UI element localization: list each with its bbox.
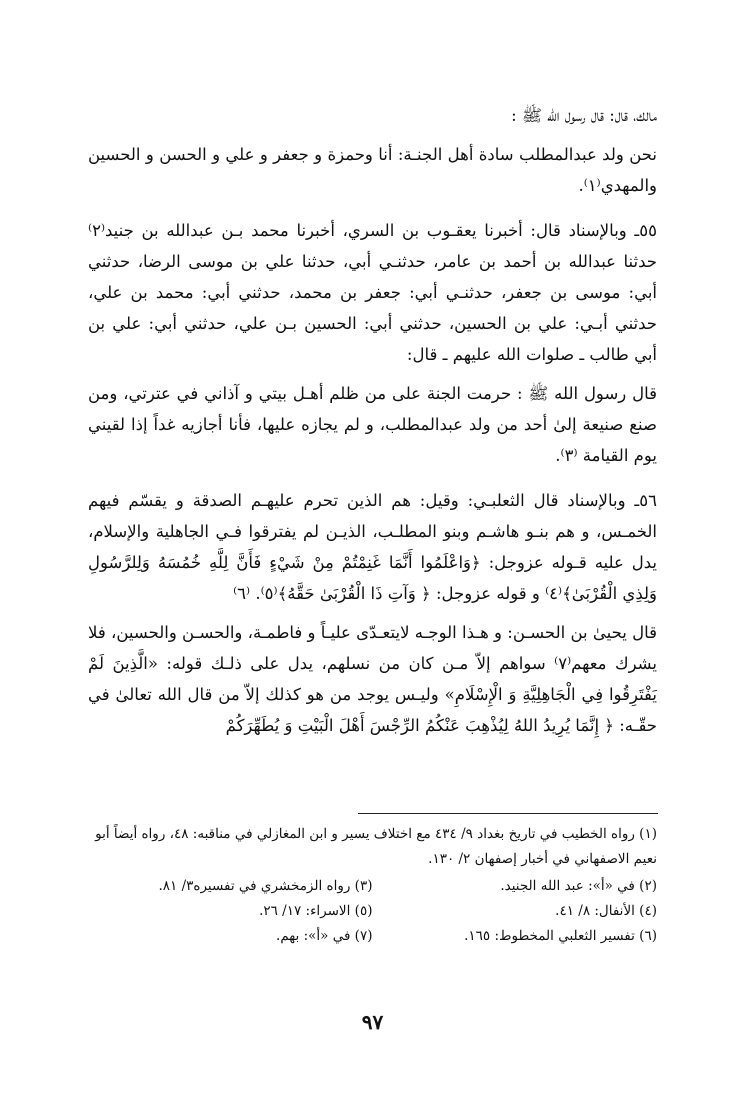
footnote-row-3: [88, 924, 657, 949]
main-text: [88, 100, 657, 741]
footnote-5: (٥) الاسراء: ١٧/ ٢٦.: [259, 903, 373, 919]
footnote-6: (٦) تفسير الثعلبي المخطوط: ١٦٥.: [464, 928, 657, 944]
intro-line: مالك، قال: قال رسول الله ﷺ :: [511, 106, 657, 125]
yahya-commentary: قال يحيىٰ بن الحسـن: و هـذا الوجـه لايتعـدّى عليـاً و فاطمـة، والحسـن والحسين، فلا يشرك معهم⁽٧⁾ سواهم إلاّ مـن كان من نسلهم، يدل على ذلـك قوله: «الَّذِينَ لَمْ يَفْتَرِقُوا فِي الْجَاهِلِيَّةِ وَ الْإِسْلَامِ» وليـس يوجد من هو كذلك إلاّ من قال الله تعالىٰ في حقّـه: ﴿ إِنَّمَا يُرِيدُ اللهُ لِيُذْهِبَ عَنْكُمُ الرِّجْسَ أَهْلَ الْبَيْتِ وَ يُطَهِّرَكُمْ: [88, 623, 657, 735]
footnotes: [88, 822, 657, 949]
footnote-row-2: [88, 899, 657, 924]
page-number: ٩٧: [361, 1010, 384, 1034]
footnote-2: (٢) في «أ»: عبد الله الجنيد.: [500, 878, 657, 894]
footnote-1: (١) رواه الخطيب في تاريخ بغداد ٩/ ٤٣٤ مع اختلاف يسير و ابن المغازلي في مناقبه: ٤٨، رواه أيضاً أبو نعيم الاصفهاني في أخبار إصفهان ٢/ ١٣٠.: [95, 826, 657, 867]
footnote-4: (٤) الأنفال: ٨/ ٤١.: [555, 903, 657, 919]
narration-56: ٥٦ـ وبالإسناد قال الثعلبـي: وقيل: هم الذين تحرم عليهـم الصدقة و يقسّم فيهم الخمـس، و هم بنـو هاشـم وبنو المطلـب، الذيـن لم يفترقوا فـي الجاهلية والإسلام، يدل عليه قـوله عزوجل: ﴿وَاعْلَمُوا أَنَّمَا غَنِمْتُمْ مِنْ شَيْءٍ فَأَنَّ لِلَّهِ خُمُسَهُ وَلِلرَّسُولِ وَلِذِي الْقُرْبَىٰ﴾⁽٤⁾ و قوله عزوجل: ﴿ وَآتِ ذَا الْقُرْبَىٰ حَقَّهُ﴾⁽٥⁾. ⁽٦⁾: [88, 491, 657, 603]
hadith-text-2: قال رسول الله ﷺ : حرمت الجنة على من ظلم أهـل بيتي و آذاني في عترتي، ومن صنع صنيعة إلىٰ أحد من ولد عبدالمطلب، و لم يجازه عليها، فأنا أجازيه غداً إذا لقيني يوم القيامة ⁽٣⁾.: [88, 384, 657, 465]
footnote-divider: [358, 813, 658, 814]
footnote-3: (٣) رواه الزمخشري في تفسيره٣/ ٨١.: [158, 878, 373, 894]
narration-55: ٥٥ـ وبالإسناد قال: أخبرنا يعقـوب بن السري، أخبرنا محمد بـن عبدالله بن جنيد⁽٢⁾ حدثنا عبدالله بن أحمد بن عامر، حدثنـي أبي، حدثنا علي بن موسى الرضا، حدثني أبي: موسى بن جعفر، حدثنـي أبي: جعفر بن محمد، حدثني أبي: محمد بن علي، حدثني أبـي: علي بن الحسين، حدثني أبي: الحسين بـن علي، حدثني أبي: علي بن أبي طالب ـ صلوات الله عليهم ـ قال:: [88, 221, 657, 364]
footnote-7: (٧) في «أ»: بهم.: [276, 928, 373, 944]
hadith-text-1: نحن ولد عبدالمطلب سادة أهل الجنـة: أنا وحمزة و جعفر و علي و الحسن و الحسين والمهدي⁽١⁾.: [88, 145, 657, 195]
footnote-row-1: [88, 874, 657, 899]
